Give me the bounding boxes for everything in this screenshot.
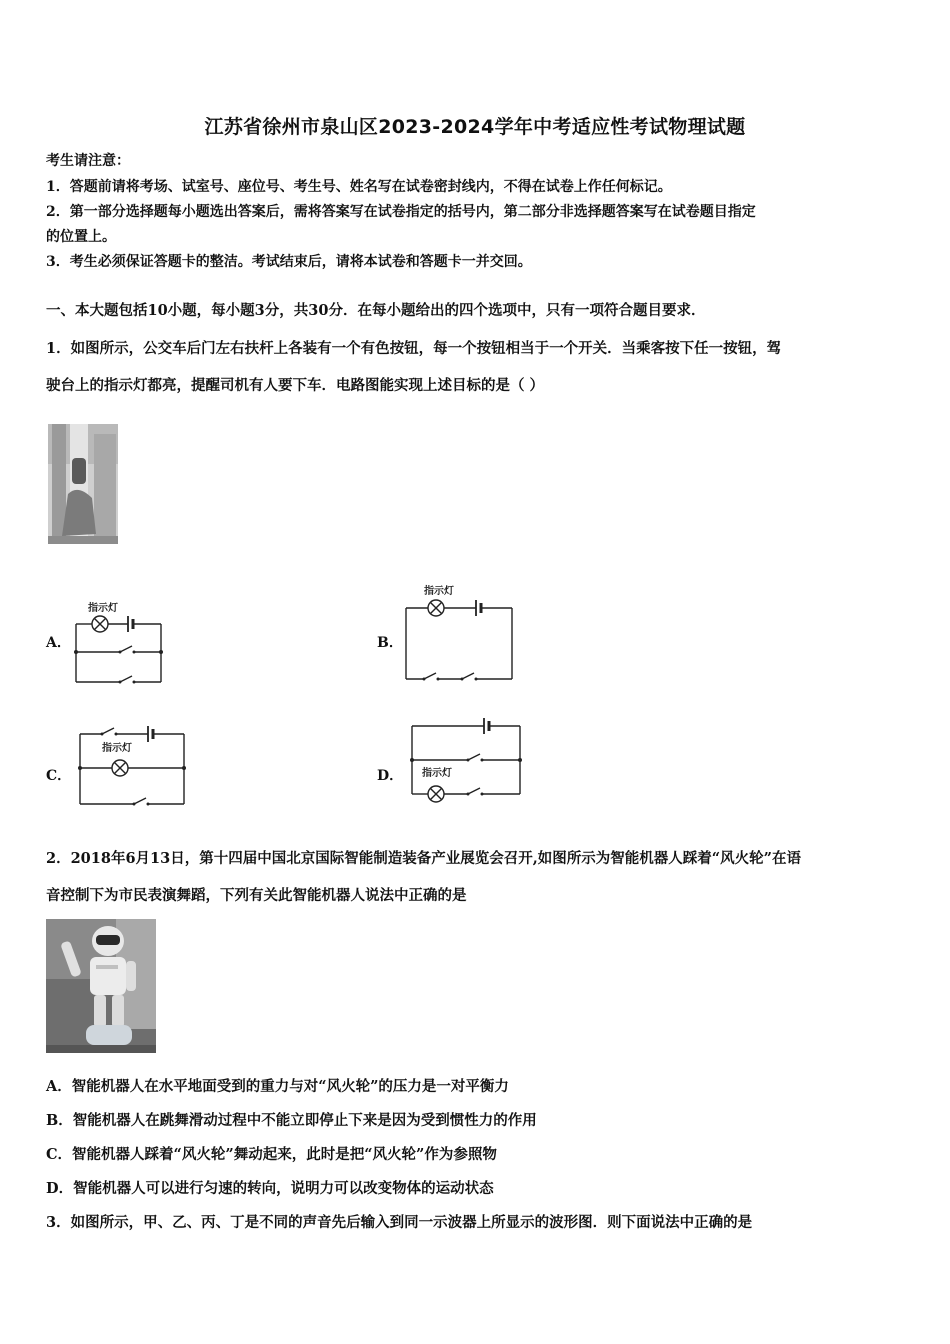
lamp-label-d: 指示灯 (422, 768, 452, 779)
notice-heading: 考生请注意： (46, 153, 130, 169)
question-1-line-1: 1．如图所示，公交车后门左右扶杆上各装有一个有色按钮，每一个按钮相当于一个开关．当乘客按下任一按钮，驾 (46, 340, 782, 357)
robot-photo (46, 919, 156, 1053)
notice-item: 1．答题前请将考场、试室号、座位号、考生号、姓名写在试卷密封线内，不得在试卷上作任何标记。 (46, 179, 672, 195)
section-heading: 一、本大题包括10小题，每小题3分，共30分．在每小题给出的四个选项中，只有一项符合题目要求． (46, 302, 706, 319)
bus-handrail-photo (48, 424, 118, 544)
question-2-line-2: 音控制下为市民表演舞蹈，下列有关此智能机器人说法中正确的是 (46, 887, 467, 904)
lamp-label-a: 指示灯 (88, 603, 118, 614)
question-2-line-1: 2．2018年6月13日，第十四届中国北京国际智能制造装备产业展览会召开,如图所示为智能机器人踩着“风火轮”在语 (46, 850, 801, 867)
circuit-diagram-d (406, 712, 526, 812)
notice-item: 2．第一部分选择题每小题选出答案后，需将答案写在试卷指定的括号内，第二部分非选择题答案写在试卷题目指定 (46, 204, 756, 220)
lamp-label-c: 指示灯 (102, 743, 132, 754)
question-2-option-b: B．智能机器人在跳舞滑动过程中不能立即停止下来是因为受到惯性力的作用 (46, 1112, 537, 1129)
circuit-diagram-b (400, 578, 520, 688)
question-2-option-d: D．智能机器人可以进行匀速的转向，说明力可以改变物体的运动状态 (46, 1180, 494, 1197)
option-d-label: D． (377, 768, 404, 784)
option-c-label: C． (46, 768, 72, 784)
option-a-label: A． (46, 635, 71, 651)
question-1-line-2: 驶台上的指示灯都亮，提醒司机有人要下车．电路图能实现上述目标的是（ ） (46, 377, 545, 394)
question-3-line-1: 3．如图所示，甲、乙、丙、丁是不同的声音先后输入到同一示波器上所显示的波形图．则下面说法中正确的是 (46, 1214, 753, 1231)
question-2-option-c: C．智能机器人踩着“风火轮”舞动起来，此时是把“风火轮”作为参照物 (46, 1146, 497, 1163)
question-2-option-a: A．智能机器人在水平地面受到的重力与对“风火轮”的压力是一对平衡力 (46, 1078, 509, 1095)
lamp-label-b: 指示灯 (424, 586, 454, 597)
circuit-diagram-c (74, 718, 190, 810)
page-title: 江苏省徐州市泉山区2023-2024学年中考适应性考试物理试题 (204, 116, 746, 138)
notice-item: 的位置上。 (46, 229, 116, 245)
circuit-diagram-a (70, 600, 170, 690)
option-b-label: B． (377, 635, 403, 651)
notice-item: 3．考生必须保证答题卡的整洁。考试结束后，请将本试卷和答题卡一并交回。 (46, 254, 532, 270)
